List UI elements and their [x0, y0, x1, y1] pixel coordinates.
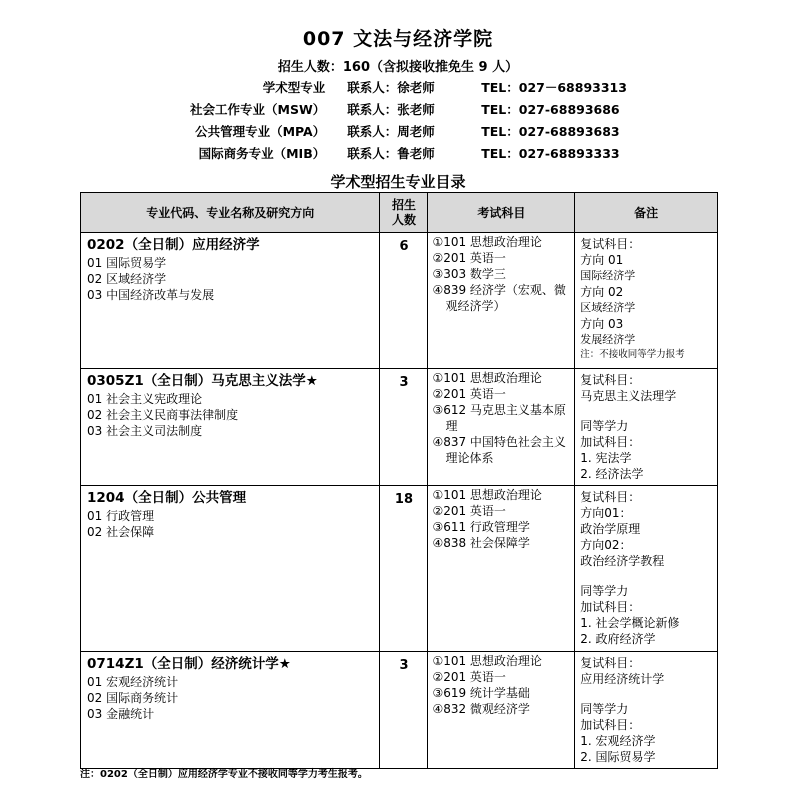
exams-cell — [428, 486, 575, 652]
contact-program: 社会工作专业（MSW） — [190, 102, 326, 117]
extra-subject: 2. 政府经济学 — [580, 632, 656, 646]
direction-item: 02 区域经济学 — [87, 272, 167, 286]
exam-item: ④838 社会保障学 — [432, 536, 530, 550]
equiv-label: 同等学力 — [580, 419, 629, 433]
direction-item: 01 国际贸易学 — [87, 256, 167, 270]
exam-item: ③619 统计学基础 — [432, 686, 530, 700]
contact-program: 公共管理专业（MPA） — [195, 124, 326, 139]
header-exams: 考试科目 — [428, 193, 575, 233]
page-title: 007 文法与经济学院 — [302, 28, 494, 50]
major-name: 0202（全日制）应用经济学 — [87, 237, 260, 253]
contact-tel: TEL：027-68893333 — [481, 146, 620, 161]
spacer — [580, 404, 712, 418]
exam-item: ④839 经济学（宏观、微观经济学） — [432, 283, 566, 313]
exam-item: ②201 英语一 — [432, 387, 506, 401]
table-row — [81, 486, 718, 652]
retest-label: 复试科目： — [580, 373, 641, 387]
catalog-title: 学术型招生专业目录 — [330, 173, 466, 191]
spacer — [580, 569, 712, 583]
contact-row — [190, 100, 627, 122]
extra-label: 加试科目： — [580, 718, 641, 732]
exam-item: ①101 思想政治理论 — [432, 371, 542, 385]
exam-item: ②201 英语一 — [432, 670, 506, 684]
major-cell — [81, 486, 380, 652]
major-name: 1204（全日制）公共管理 — [87, 490, 247, 506]
remarks-cell — [575, 652, 718, 769]
retest-subject: 应用经济统计学 — [580, 672, 665, 686]
contact-row — [190, 144, 627, 166]
major-name: 0714Z1（全日制）经济统计学★ — [87, 656, 291, 672]
extra-subject: 1. 社会学概论新修 — [580, 616, 680, 630]
spacer — [580, 687, 712, 701]
remark-note: 注：不接收同等学力报考 — [580, 349, 685, 360]
direction-item: 02 国际商务统计 — [87, 691, 179, 705]
contact-program: 国际商务专业（MIB） — [198, 146, 326, 161]
retest-label: 复试科目： — [580, 656, 641, 670]
contact-person: 联系人：周老师 — [347, 124, 435, 139]
contact-person: 联系人：鲁老师 — [347, 146, 435, 161]
header-major: 专业代码、专业名称及研究方向 — [81, 193, 380, 233]
equiv-label: 同等学力 — [580, 584, 629, 598]
contact-tel: TEL：027－68893313 — [481, 80, 627, 95]
remarks-cell — [575, 486, 718, 652]
exams-cell — [428, 369, 575, 486]
exams-cell — [428, 652, 575, 769]
exam-item: ②201 英语一 — [432, 504, 506, 518]
contact-row — [190, 78, 627, 100]
contacts-table — [190, 78, 627, 166]
contact-tel: TEL：027-68893686 — [481, 102, 620, 117]
retest-label: 复试科目： — [580, 237, 641, 251]
retest-subject: 政治经济学教程 — [580, 554, 665, 568]
direction-item: 02 社会主义民商事法律制度 — [87, 408, 239, 422]
catalog-table — [80, 192, 718, 769]
exam-item: ①101 思想政治理论 — [432, 654, 542, 668]
footnote: 注：0202（全日制）应用经济学专业不接收同等学力考生报考。 — [80, 769, 368, 780]
retest-subject: 发展经济学 — [580, 333, 636, 346]
direction-item: 01 行政管理 — [87, 509, 155, 523]
header-quota: 招生人数 — [380, 193, 428, 233]
major-cell — [81, 233, 380, 369]
contact-row — [190, 122, 627, 144]
direction-item: 03 金融统计 — [87, 707, 155, 721]
direction-item: 03 社会主义司法制度 — [87, 424, 203, 438]
direction-label: 方向 02 — [580, 285, 624, 299]
direction-item: 03 中国经济改革与发展 — [87, 288, 215, 302]
direction-label: 方向 03 — [580, 317, 624, 331]
major-name: 0305Z1（全日制）马克思主义法学★ — [87, 373, 318, 389]
contact-tel: TEL：027-68893683 — [481, 124, 620, 139]
retest-label: 复试科目： — [580, 490, 641, 504]
enrollment-count: 招生人数：160（含拟接收推免生 9 人） — [277, 60, 519, 75]
extra-subject: 2. 国际贸易学 — [580, 750, 656, 764]
retest-subject: 国际经济学 — [580, 269, 636, 282]
extra-label: 加试科目： — [580, 435, 641, 449]
exam-item: ②201 英语一 — [432, 251, 506, 265]
table-row — [81, 369, 718, 486]
table-row — [81, 233, 718, 369]
exams-cell — [428, 233, 575, 369]
quota-cell: 6 — [380, 233, 428, 369]
contact-person: 联系人：徐老师 — [347, 80, 435, 95]
direction-label: 方向02： — [580, 538, 632, 552]
contact-program: 学术型专业 — [262, 80, 326, 95]
exam-item: ④832 微观经济学 — [432, 702, 530, 716]
header-remarks: 备注 — [575, 193, 718, 233]
retest-subject: 区域经济学 — [580, 301, 636, 314]
extra-subject: 2. 经济法学 — [580, 467, 644, 481]
exam-item: ④837 中国特色社会主义理论体系 — [432, 435, 566, 465]
direction-item: 01 宏观经济统计 — [87, 675, 179, 689]
exam-item: ③611 行政管理学 — [432, 520, 530, 534]
catalog-header-row — [81, 193, 718, 233]
exam-item: ③612 马克思主义基本原理 — [432, 403, 566, 433]
direction-item: 02 社会保障 — [87, 525, 155, 539]
equiv-label: 同等学力 — [580, 702, 629, 716]
exam-item: ①101 思想政治理论 — [432, 488, 542, 502]
retest-subject: 政治学原理 — [580, 522, 641, 536]
extra-label: 加试科目： — [580, 600, 641, 614]
quota-cell: 3 — [380, 652, 428, 769]
remarks-cell — [575, 233, 718, 369]
major-cell — [81, 369, 380, 486]
remarks-cell — [575, 369, 718, 486]
direction-label: 方向01： — [580, 506, 632, 520]
table-row — [81, 652, 718, 769]
contact-person: 联系人：张老师 — [347, 102, 435, 117]
direction-item: 01 社会主义宪政理论 — [87, 392, 203, 406]
quota-cell: 18 — [380, 486, 428, 652]
exam-item: ①101 思想政治理论 — [432, 235, 542, 249]
extra-subject: 1. 宪法学 — [580, 451, 632, 465]
extra-subject: 1. 宏观经济学 — [580, 734, 656, 748]
direction-label: 方向 01 — [580, 253, 624, 267]
quota-cell: 3 — [380, 369, 428, 486]
retest-subject: 马克思主义法理学 — [580, 389, 677, 403]
major-cell — [81, 652, 380, 769]
exam-item: ③303 数学三 — [432, 267, 506, 281]
